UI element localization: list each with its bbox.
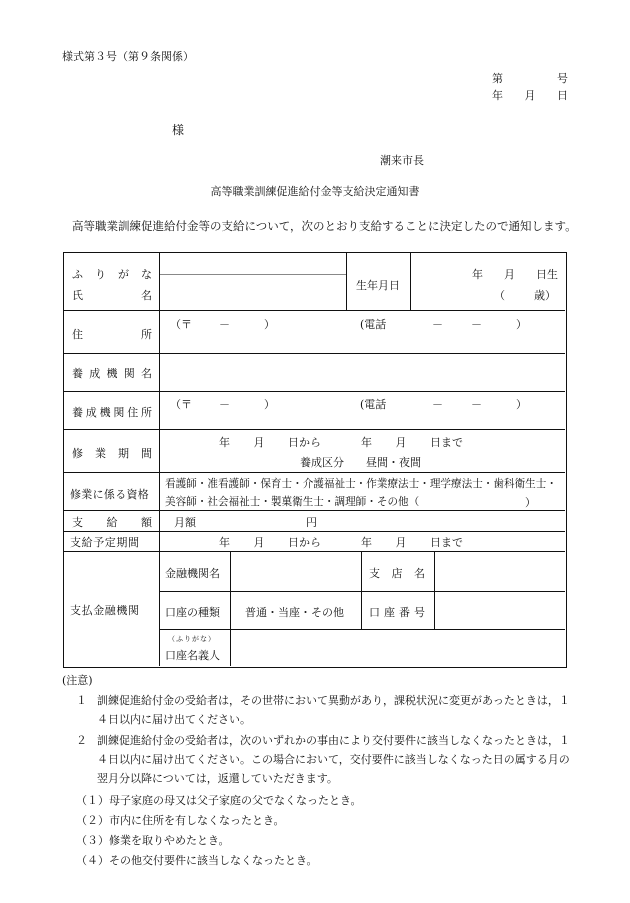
note-item: （３）修業を取りやめたとき。 — [76, 834, 230, 847]
account-number-label: 口 座 番 号 — [369, 606, 425, 619]
training-type: 養成区分 昼間・夜間 — [300, 456, 421, 469]
note-item: （１）母子家庭の母又は父子家庭の父でなくなったとき。 — [76, 794, 362, 807]
phone-dash: － — [432, 318, 443, 331]
schedule-start: 年 月 日から — [219, 536, 321, 549]
institution-address-label: 養 成 機 関 住 所 — [72, 406, 152, 419]
postal-dash: － — [219, 398, 230, 411]
note-1-line: 訓練促進給付金の受給者は，その世帯において異動があり，課税状況に変更があったときは，１ — [97, 694, 570, 707]
note-1-number: １ — [76, 694, 87, 707]
yen-unit: 円 — [306, 516, 317, 529]
study-period-label: 修 業 期 間 — [72, 447, 152, 460]
period-start: 年 月 日から — [219, 436, 321, 449]
schedule-end: 年 月 日まで — [361, 536, 463, 549]
document-number — [492, 70, 568, 86]
birthdate-label: 生年月日 — [356, 279, 400, 292]
name-label: 氏 名 — [72, 289, 152, 302]
birthdate-value: 年 月 日生 — [472, 268, 558, 281]
bank-name-label: 金融機関名 — [165, 567, 220, 580]
note-2-number: ２ — [76, 734, 87, 747]
note-1-line: ４日以内に届け出てください。 — [97, 713, 251, 726]
doc-number-prefix: 第 — [492, 72, 503, 85]
qualification-label: 修業に係る資格 — [70, 488, 150, 501]
period-end: 年 月 日まで — [361, 436, 463, 449]
payment-schedule-label: 支給予定期間 — [70, 536, 140, 549]
notes-heading: (注意) — [62, 674, 93, 687]
phone-dash: － — [471, 318, 482, 331]
note-item: （４）その他交付要件に該当しなくなったとき。 — [76, 854, 318, 867]
postal-close: ） — [264, 318, 275, 331]
phone-label: (電話 — [360, 318, 387, 331]
postal-open: （〒 — [170, 398, 192, 411]
postal-open: （〒 — [170, 318, 192, 331]
recipient-suffix: 様 — [172, 123, 185, 137]
phone-close: ） — [516, 398, 527, 411]
date-year: 年 — [492, 89, 503, 102]
qualification-options-line1: 看護師・准看護師・保育士・介護福祉士・作業療法士・理学療法士・歯科衛生士・ — [165, 478, 557, 490]
furigana-label: ふ り が な — [72, 268, 152, 281]
date-month: 月 — [524, 89, 536, 102]
bank-label: 支払金融機関 — [70, 604, 140, 617]
postal-close: ） — [264, 398, 275, 411]
account-type-label: 口座の種類 — [165, 606, 220, 619]
doc-number-suffix: 号 — [557, 72, 568, 85]
notification-form-table — [63, 252, 567, 668]
note-2-line: ４日以内に届け出てください。この場合において，交付要件に該当しなくなった日の属する月の — [97, 753, 570, 766]
issuer: 潮来市長 — [380, 154, 424, 167]
note-2-line: 訓練促進給付金の受給者は，次のいずれかの事由により交付要件に該当しなくなったときは，１ — [97, 734, 570, 747]
intro-text: 高等職業訓練促進給付金等の支給について，次のとおり支給することに決定したので通知します。 — [72, 219, 577, 233]
holder-furigana-label: （ふりがな） — [168, 635, 216, 643]
phone-dash: － — [432, 398, 443, 411]
account-type-options: 普通・当座・その他 — [245, 606, 344, 619]
account-holder-label: 口座名義人 — [165, 649, 220, 662]
institution-label: 養 成 機 関 名 — [72, 367, 152, 380]
form-number: 様式第３号（第９条関係） — [62, 50, 194, 63]
phone-close: ） — [516, 318, 527, 331]
qualification-close: ） — [525, 496, 536, 509]
phone-label: (電話 — [360, 398, 387, 411]
phone-dash: － — [471, 398, 482, 411]
age-value: （ 歳） — [494, 289, 556, 302]
note-2-line: 翌月分以降については，返還していただきます。 — [97, 772, 338, 785]
address-label: 住 所 — [72, 328, 152, 341]
note-item: （２）市内に住所を有しなくなったとき。 — [76, 814, 285, 827]
document-date — [492, 87, 568, 103]
date-day: 日 — [557, 89, 568, 102]
document-title: 高等職業訓練促進給付金等支給決定通知書 — [210, 185, 420, 198]
amount-label: 支 給 額 — [72, 516, 152, 529]
qualification-options-line2: 美容師・社会福祉士・製菓衛生士・調理師・その他（ — [165, 496, 420, 508]
monthly-amount-label: 月額 — [174, 516, 196, 529]
postal-dash: － — [219, 318, 230, 331]
branch-label: 支 店 名 — [369, 567, 425, 580]
